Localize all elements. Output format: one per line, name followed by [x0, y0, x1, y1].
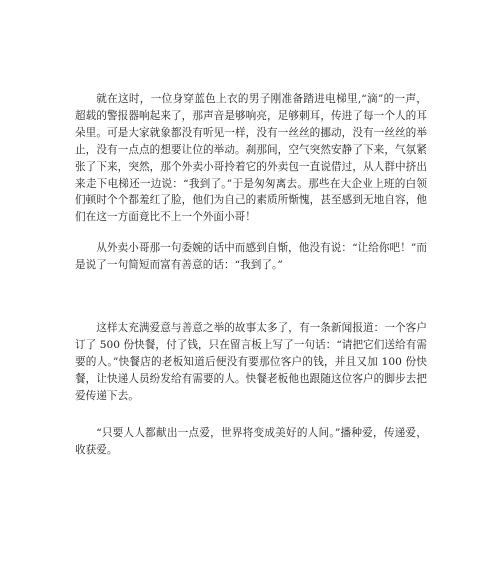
paragraph-closing-quote: “只要人人都献出一点爱，世界将变成美好的人间。”播种爱，传递爱，收获爱。 [75, 427, 427, 456]
paragraph-elevator-story: 就在这时，一位身穿蓝色上衣的男子刚准备踏进电梯里,“滴”的一声，超载的警报器响起来了，那声音是够响亮，足够刺耳，传进了每一个人的耳朵里。可是大家就象都没有听见一样，没有一丝丝的挪动，没有一丝丝的举止，没有一点点的想要让位的举动。刹那间，空气突然安静了下来，气氛紧张了下来，突然，那个外卖小哥拎着它的外卖包一直说借过，从人群中挤出来走下电梯还一边说：“我到了。”于是匆匆离去。那些在大企业上班的白领们顿时个个都羞红了脸，他们为自己的素质所惭愧，甚至感到无地自容，他们在这一方面竟比不上一个外面小哥！ [75, 93, 427, 224]
paragraph-news-report: 这样太充满爱意与善意之举的故事太多了，有一条新闻报道：一个客户订了 500 份快餐，付了钱，只在留言板上写了一句话：“请把它们送给有需要的人。”快餐店的老板知道后便没有要那位客户的钱，并且又加 100 份快餐，让快递人员纷发给有需要的人。快餐老板他也跟随这位客户的脚步去把爱传递下去。 [75, 322, 427, 402]
paragraph-delivery-remark: 从外卖小哥那一句委婉的话中而感到自惭，他没有说：“让给你吧！”而是说了一句简短而富有善意的话：“我到了。” [75, 242, 427, 271]
